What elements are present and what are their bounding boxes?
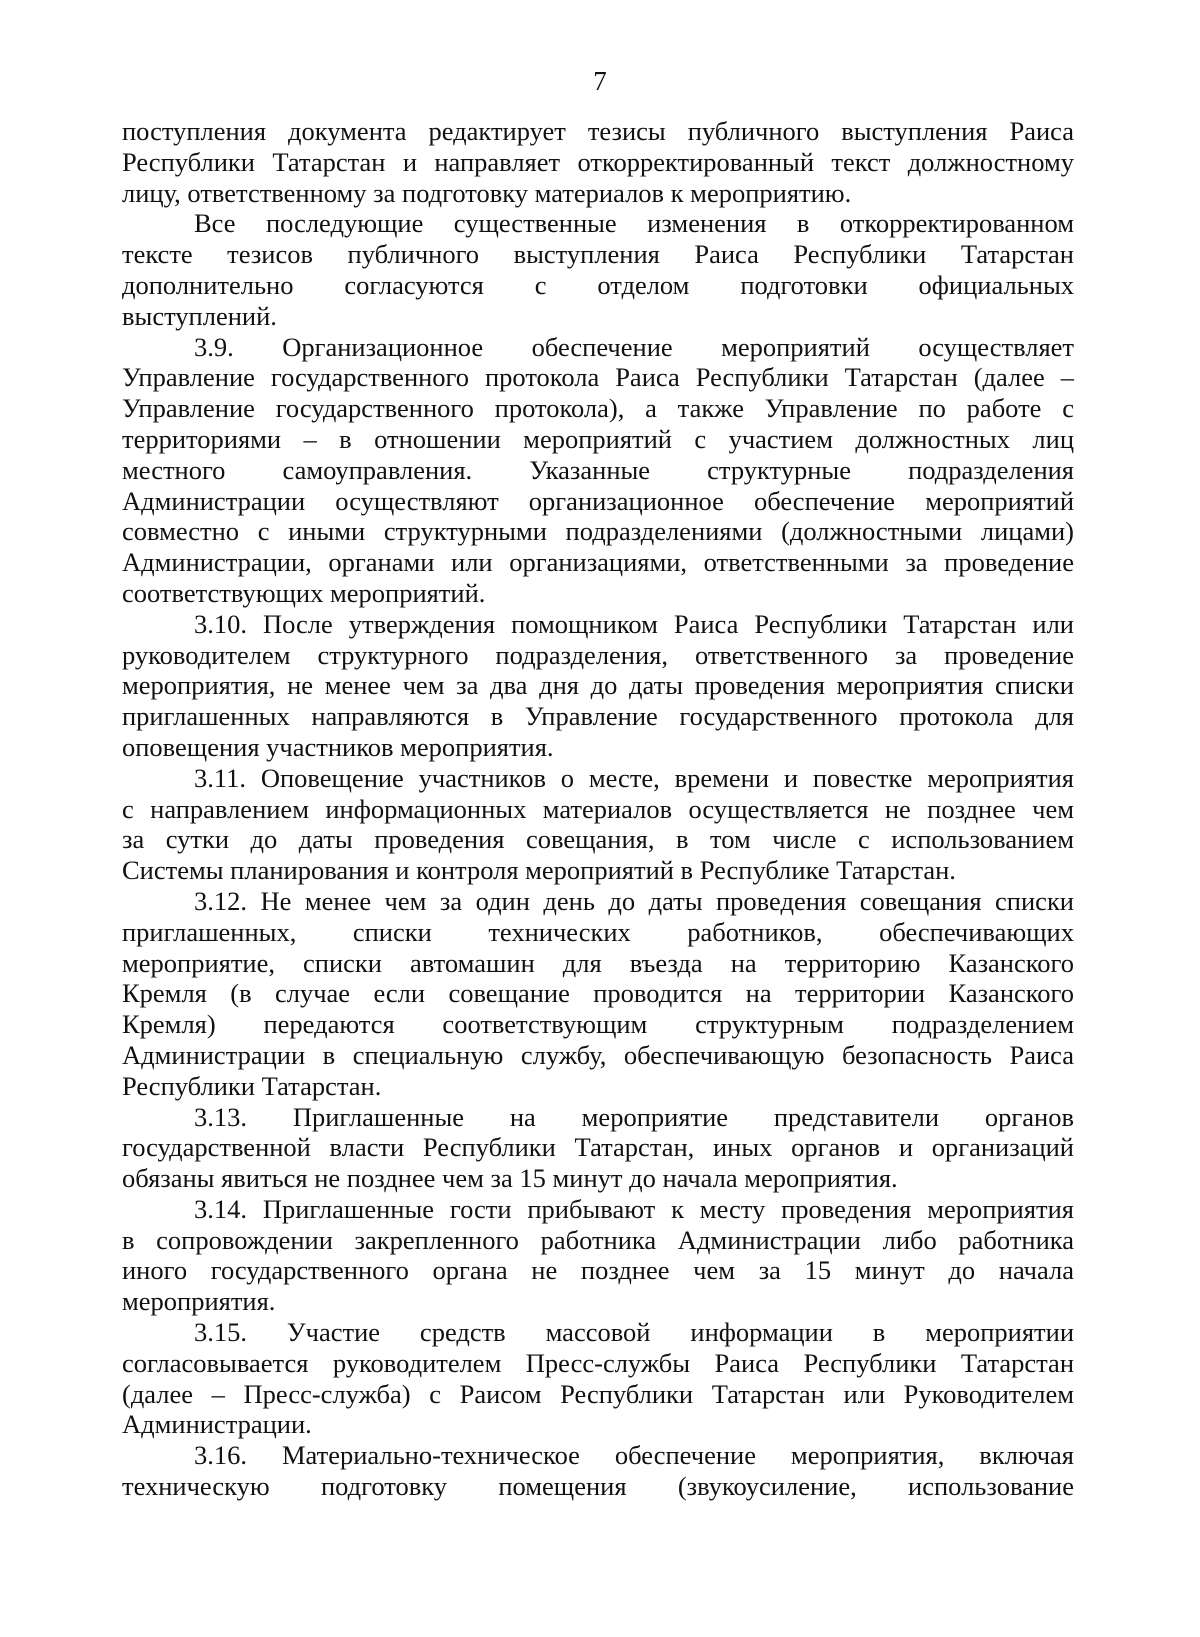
- text-line: Республики Татарстан.: [122, 1070, 382, 1101]
- text-line: Администрации осуществляют организационное обеспечение мероприятий: [122, 485, 1074, 516]
- text-line: приглашенных, списки технических работников, обеспечивающих: [122, 916, 1074, 947]
- text-line: иного государственного органа не позднее чем за 15 минут до начала: [122, 1255, 1074, 1286]
- text-line: 3.11. Оповещение участников о месте, времени и повестке мероприятия: [194, 762, 1074, 793]
- text-line: Управление государственного протокола), а также Управление по работе с: [122, 393, 1074, 424]
- text-line: поступления документа редактирует тезисы публичного выступления Раиса: [122, 116, 1074, 146]
- text-line: Кремля (в случае если совещание проводится на территории Казанского: [122, 978, 1074, 1009]
- text-line: тексте тезисов публичного выступления Раиса Республики Татарстан: [122, 239, 1074, 270]
- text-line: 3.13. Приглашенные на мероприятие представители органов: [194, 1101, 1074, 1132]
- text-line: согласовывается руководителем Пресс-службы Раиса Республики Татарстан: [122, 1347, 1074, 1378]
- text-line: руководителем структурного подразделения, ответственного за проведение: [122, 639, 1074, 670]
- text-line: с направлением информационных материалов осуществляется не позднее чем: [122, 793, 1074, 824]
- text-line: (далее – Пресс-служба) с Раисом Республики Татарстан или Руководителем: [122, 1378, 1074, 1409]
- text-line: Администрации.: [122, 1409, 312, 1440]
- text-line: Все последующие существенные изменения в откорректированном: [194, 208, 1074, 239]
- text-line: мероприятия, не менее чем за два дня до даты проведения мероприятия списки: [122, 670, 1074, 701]
- text-line: 3.14. Приглашенные гости прибывают к месту проведения мероприятия: [194, 1193, 1074, 1224]
- text-line: 3.15. Участие средств массовой информации в мероприятии: [194, 1317, 1074, 1348]
- text-line: выступлений.: [122, 300, 277, 331]
- text-line: Системы планирования и контроля мероприятий в Республике Татарстан.: [122, 855, 956, 886]
- text-line: Республики Татарстан и направляет откорректированный текст должностному: [122, 146, 1074, 177]
- text-line: 3.16. Материально-техническое обеспечение мероприятия, включая: [194, 1440, 1074, 1471]
- page-number: 7: [593, 66, 607, 96]
- text-line: 3.10. После утверждения помощником Раиса Республики Татарстан или: [194, 608, 1074, 639]
- text-line: приглашенных направляются в Управление государственного протокола для: [122, 701, 1074, 732]
- text-line: лицу, ответственному за подготовку материалов к мероприятию.: [122, 177, 852, 208]
- text-line: местного самоуправления. Указанные структурные подразделения: [122, 454, 1074, 485]
- text-line: территориями – в отношении мероприятий с участием должностных лиц: [122, 423, 1074, 454]
- text-line: за сутки до даты проведения совещания, в том числе с использованием: [122, 824, 1074, 855]
- text-line: соответствующих мероприятий.: [122, 577, 486, 608]
- text-line: мероприятия.: [122, 1286, 276, 1317]
- text-line: Кремля) передаются соответствующим структурным подразделением: [122, 1009, 1074, 1040]
- text-line: государственной власти Республики Татарстан, иных органов и организаций: [122, 1132, 1074, 1163]
- text-line: техническую подготовку помещения (звукоусиление, использование: [122, 1471, 1074, 1502]
- text-line: дополнительно согласуются с отделом подготовки официальных: [122, 269, 1074, 300]
- text-line: в сопровождении закрепленного работника Администрации либо работника: [122, 1224, 1074, 1255]
- text-line: совместно с иными структурными подразделениями (должностными лицами): [122, 516, 1074, 547]
- document-body: [122, 116, 1074, 1502]
- text-line: Администрации, органами или организациями, ответственными за проведение: [122, 547, 1074, 578]
- text-line: обязаны явиться не позднее чем за 15 минут до начала мероприятия.: [122, 1163, 898, 1194]
- text-line: 3.9. Организационное обеспечение мероприятий осуществляет: [194, 331, 1074, 362]
- text-line: оповещения участников мероприятия.: [122, 731, 554, 762]
- text-line: Управление государственного протокола Раиса Республики Татарстан (далее –: [122, 362, 1074, 393]
- text-line: мероприятие, списки автомашин для въезда на территорию Казанского: [122, 947, 1074, 978]
- text-line: Администрации в специальную службу, обеспечивающую безопасность Раиса: [122, 1039, 1074, 1070]
- text-line: 3.12. Не менее чем за один день до даты проведения совещания списки: [194, 885, 1074, 916]
